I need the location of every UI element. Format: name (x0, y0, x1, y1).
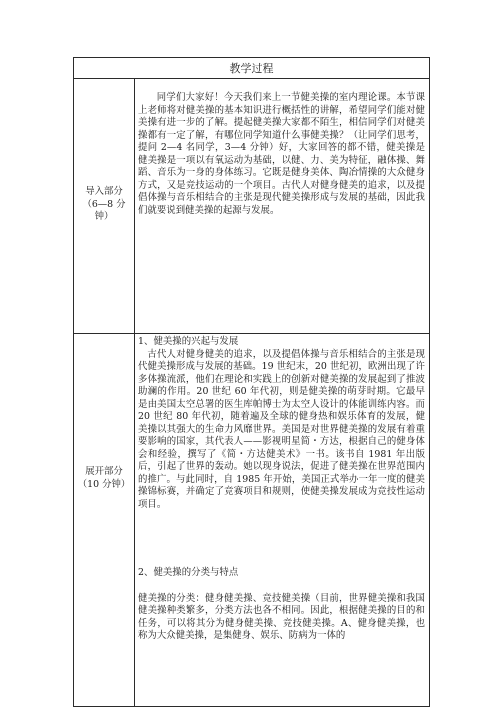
table-header-title: 教学过程 (229, 62, 274, 75)
intro-paragraph: 同学们大家好！今天我们来上一节健美操的室内理论课。本节课上老师将对健美操的基本知识进行概括性的讲解，希望同学们能对健美操有进一步的了解。提起健美操大家都不陌生，相信同学们对健美操都有一定了解，有哪位同学知道什么事健美操？（让同学们思考，提问 2—4 名同学，3—4 分钟）好，大家回答的都不错，健美操是健美操是一项以有氧运动为基础，以健、力、美为特征，融体操、舞蹈、音乐为一身的身体练习。它既是健身美体、陶冶情操的大众健身方式，又是竞技运动的一个项目。古代人对健身健美的追求，以及提倡体操与音乐相结合的主张是现代健美操形成与发展的基础，因此我们就要说到健美操的起源与发展。 (138, 92, 425, 216)
column-divider (134, 78, 135, 706)
teaching-process-table (73, 57, 430, 707)
intro-label-line: （6—8 分 (82, 198, 126, 210)
intro-label-line: 钟） (94, 211, 114, 222)
development-label-line: （10 分钟） (77, 478, 131, 490)
classification-paragraph: 健美操的分类：健身健美操、竞技健美操（目前，世界健美操和我国健美操种类繁多，分类方法也各不相同。因此，根据健美操的目的和任务，可以将其分为健身健美操、竞技健美操。A、健身健美操，也称为大众健美操，是集健身、娱乐、防病为一体的 (138, 592, 425, 641)
section-heading-classification: 2、健美操的分类与特点 (138, 567, 239, 578)
classification-content (138, 567, 425, 643)
development-content (138, 336, 425, 511)
intro-content (138, 92, 425, 217)
intro-section-label (74, 186, 134, 224)
intro-label-line: 导入部分 (85, 186, 123, 197)
section-heading-rise-and-development: 1、健美操的兴起与发展 (138, 336, 239, 347)
rise-and-development-paragraph: 古代人对健身健美的追求，以及提倡体操与音乐相结合的主张是现代健美操形成与发展的基础。19 世纪末，20 世纪初，欧洲出现了许多体操流派，他们在理论和实践上的创新对健美操的发展起到了推波助澜的作用。20 世纪 60 年代初，则是健美操的萌芽时期。它最早是由美国太空总署的医生库帕博士为太空人设计的体能训练内容。而 20 世纪 80 年代初，随着遍及全球的健身热和娱乐体育的发展，健美操以其强大的生命力风靡世界。美国是对世界健美操的发展有着重要影响的国家，其代表人——影视明星简・方达，根据自己的健身体会和经验，撰写了《简・方达健美术》一书。该书自 1981 年出版后，引起了世界的轰动。她以现身说法，促进了健美操在世界范围内的推广。与此同时，自 1985 年开始，美国正式举办一年一度的健美操锦标赛，并确定了竞赛项目和规则，使健美操发展成为竞技性运动项目。 (138, 348, 425, 510)
development-section-label (74, 466, 134, 491)
header-divider (74, 78, 429, 79)
row-divider (74, 333, 429, 334)
development-label-line: 展开部分 (85, 466, 123, 477)
